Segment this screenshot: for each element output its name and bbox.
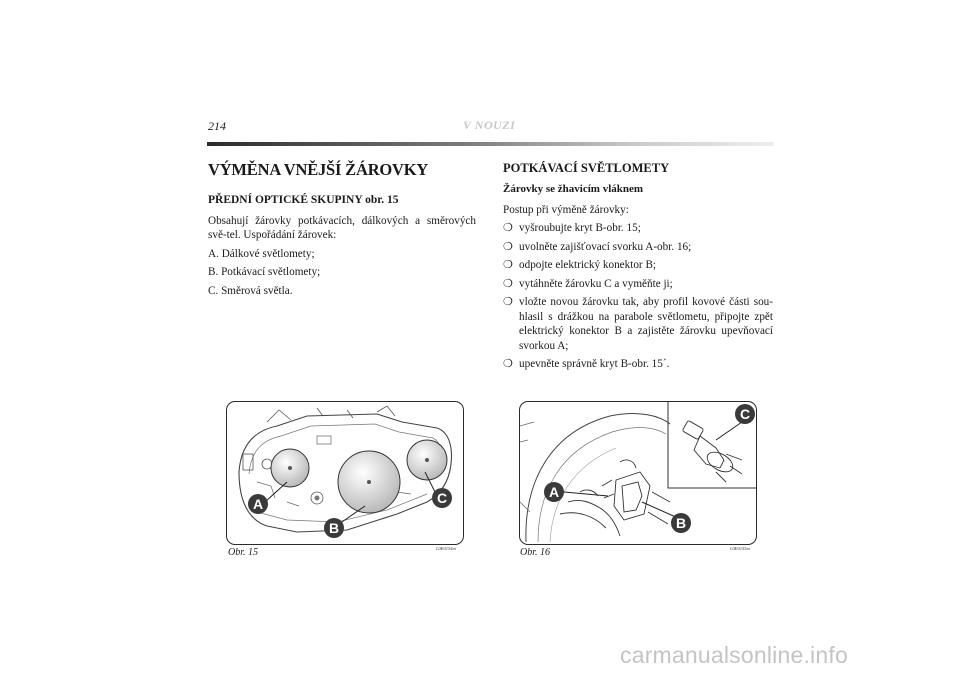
list-item: ❍ uvolněte zajišťovací svorku A-obr. 16;: [503, 240, 692, 253]
figure-15-caption: Obr. 15: [228, 547, 259, 558]
list-item: ❍ odpojte elektrický konektor B;: [503, 259, 657, 271]
label-a: [544, 482, 564, 502]
bullet-icon: ❍: [503, 259, 513, 271]
svg-text:B: B: [328, 520, 340, 536]
page-number: 214: [208, 119, 226, 133]
bullet-icon: ❍: [503, 240, 513, 253]
svg-text:A: A: [548, 484, 560, 500]
label-b: [671, 513, 691, 533]
bullet-icon: ❍: [503, 222, 513, 234]
procedure-intro: Postup při výměně žárovky:: [503, 203, 629, 216]
list-item: ❍ vytáhněte žárovku C a vyměňte ji;: [503, 277, 673, 290]
list-item: A. Dálkové světlomety;: [208, 247, 315, 260]
svg-text:C: C: [436, 490, 448, 506]
header-rule: [207, 142, 774, 146]
bulb-list: [208, 247, 476, 299]
headlamp-illustration: [227, 402, 463, 544]
label-c: [432, 488, 452, 508]
list-item: C. Směrová světla.: [208, 284, 293, 297]
figure-16-code: L0E0155m: [730, 546, 750, 551]
label-b: [324, 518, 344, 538]
subsection-heading: Žárovky se žhavicím vláknem: [503, 183, 644, 195]
bullet-icon: ❍: [503, 277, 513, 290]
figure-16-low-beam-bulb: [519, 401, 757, 545]
left-column: [208, 160, 476, 302]
bullet-icon: ❍: [503, 358, 513, 370]
label-c: [735, 404, 755, 424]
bullet-icon: ❍: [503, 296, 513, 308]
right-column: [503, 160, 773, 376]
list-item: ❍ vyšroubujte kryt B-obr. 15;: [503, 222, 641, 234]
section-heading: POTKÁVACÍ SVĚTLOMETY: [503, 161, 670, 175]
svg-text:B: B: [675, 515, 687, 531]
watermark: carmanualsonline.info: [620, 642, 848, 668]
svg-text:A: A: [252, 496, 264, 512]
list-item: ❍ vložte novou žárovku tak, aby profil kovové části sou-hlasil s drážkou na parabole světlometu, připojte zpět elektrický konektor B a zajistěte žárovku upevňovací svorkou A;: [503, 296, 773, 352]
list-item: B. Potkávací světlomety;: [208, 266, 321, 278]
figure-15-headlamp-assembly: [226, 401, 464, 545]
page-title: VÝMĚNA VNĚJŠÍ ŽÁROVKY: [208, 160, 429, 179]
figure-16-caption: Obr. 16: [520, 547, 551, 558]
figure-15-code: L0E0154m: [436, 546, 456, 551]
procedure-steps: [503, 221, 773, 372]
section-title: V NOUZI: [463, 118, 516, 132]
list-item: ❍ upevněte správně kryt B-obr. 15´.: [503, 358, 670, 370]
section-subtitle: PŘEDNÍ OPTICKÉ SKUPINY obr. 15: [208, 194, 399, 206]
label-a: [248, 494, 268, 514]
bulb-illustration: [520, 402, 756, 544]
intro-paragraph: Obsahují žárovky potkávacích, dálkových a směrových svě-tel. Uspořádání žárovek:: [208, 214, 476, 241]
svg-text:C: C: [739, 406, 751, 422]
